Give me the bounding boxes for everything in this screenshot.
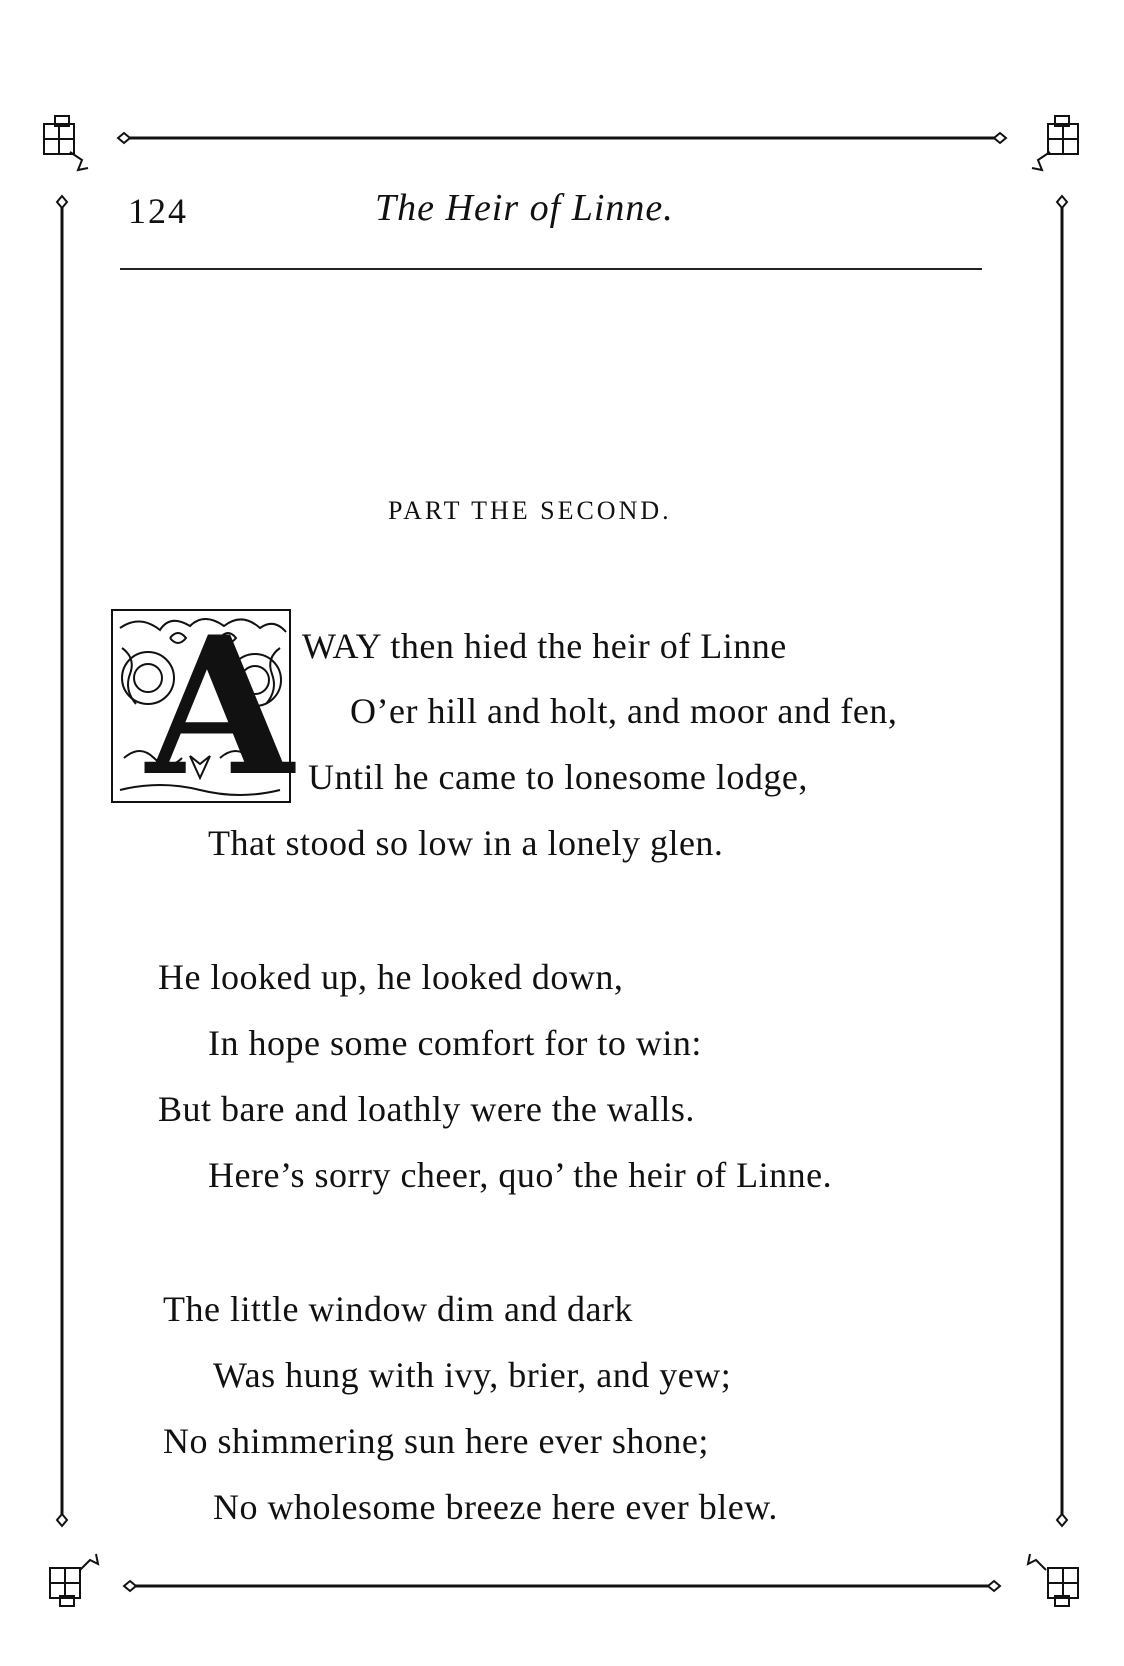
section-heading: PART THE SECOND. bbox=[388, 496, 672, 525]
verse-line-2-1: He looked up, he looked down, bbox=[158, 957, 624, 997]
verse-line-3-1: The little window dim and dark bbox=[163, 1289, 633, 1329]
corner-ornament-top-left-icon bbox=[44, 116, 130, 208]
verse-line-1-1: WAY then hied the heir of Linne bbox=[302, 626, 787, 666]
page-number: 124 bbox=[128, 191, 188, 231]
corner-ornament-top-right-icon bbox=[994, 116, 1078, 208]
verse-line-3-4: No wholesome breeze here ever blew. bbox=[213, 1487, 778, 1527]
corner-ornament-bottom-right-icon bbox=[988, 1514, 1078, 1606]
verse-line-2-4: Here’s sorry cheer, quo’ the heir of Linne. bbox=[208, 1155, 833, 1195]
verse-line-1-4: That stood so low in a lonely glen. bbox=[208, 823, 724, 863]
verse-line-2-2: In hope some comfort for to win: bbox=[208, 1023, 702, 1063]
drop-cap bbox=[110, 595, 294, 818]
running-title: The Heir of Linne. bbox=[375, 187, 674, 229]
verse-line-3-3: No shimmering sun here ever shone; bbox=[163, 1421, 709, 1461]
drop-cap-letter: A bbox=[146, 595, 294, 818]
verse-line-2-3: But bare and loathly were the walls. bbox=[158, 1089, 695, 1129]
corner-ornament-bottom-left-icon bbox=[50, 1514, 136, 1606]
verse-line-3-2: Was hung with ivy, brier, and yew; bbox=[213, 1355, 732, 1395]
verse-line-1-2: O’er hill and holt, and moor and fen, bbox=[350, 691, 898, 731]
verse-line-1-3: Until he came to lonesome lodge, bbox=[308, 757, 808, 797]
header-rule bbox=[120, 268, 982, 270]
